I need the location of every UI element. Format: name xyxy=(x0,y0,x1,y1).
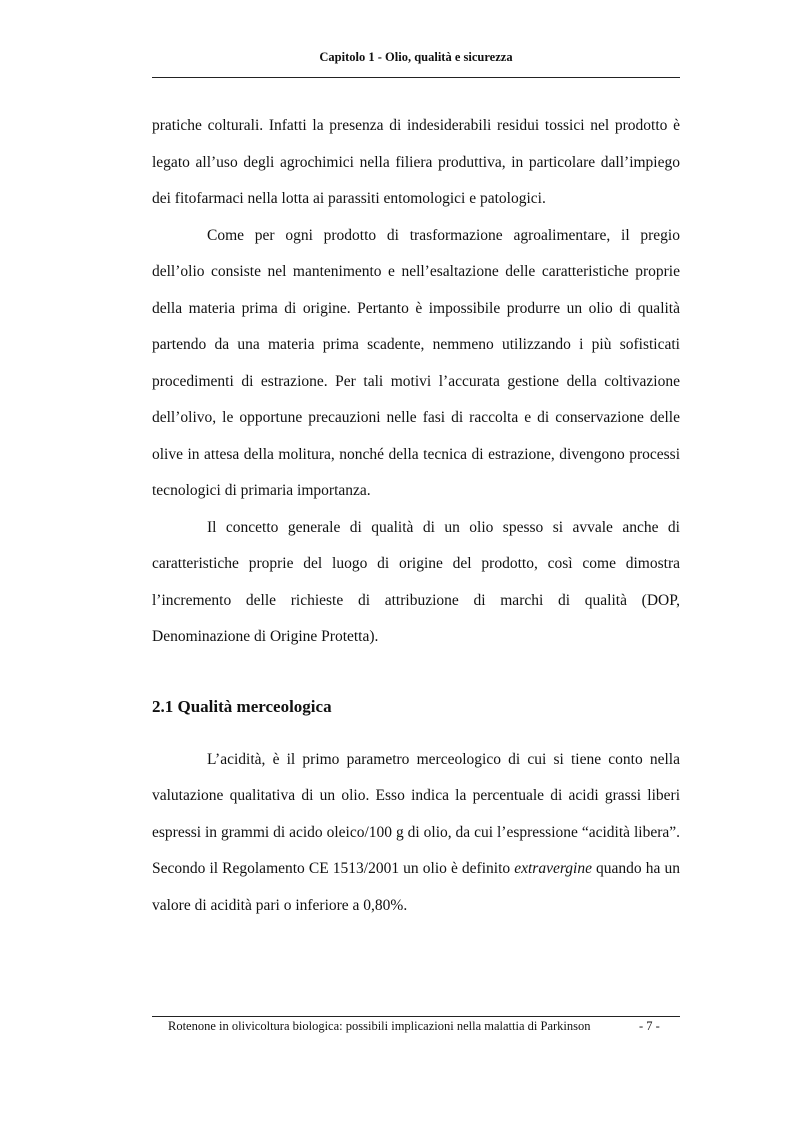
body-text xyxy=(152,108,680,924)
paragraph-4 xyxy=(152,742,680,925)
emphasis-extravergine: extravergine xyxy=(514,860,592,877)
paragraph-4-text: L’acidità, è il primo parametro merceologico di cui si tiene conto nella valutazione qualitativa di un olio. Esso indica la percentuale di acidi grassi liberi espressi in grammi di acido oleico/100 g di olio, da cui l’espressione “acidità libera”. Secondo il Regolamento CE 1513/2001 un olio è definito xyxy=(152,750,680,877)
page-number: - 7 - xyxy=(639,1019,660,1033)
paragraph-1: pratiche colturali. Infatti la presenza di indesiderabili residui tossici nel prodotto è legato all’uso degli agrochimici nella filiera produttiva, in particolare dall’impiego dei fitofarmaci nella lotta ai parassiti entomologici e patologici. xyxy=(152,117,680,207)
paragraph-3: Il concetto generale di qualità di un olio spesso si avvale anche di caratteristiche proprie del luogo di origine del prodotto, così come dimostra l’incremento delle richieste di attribuzione di marchi di qualità (DOP, Denominazione di Origine Protetta). xyxy=(152,518,680,645)
paragraph-4-text-end: quando ha un valore di acidità pari o inferiore a 0,80%. xyxy=(152,860,680,914)
running-header: Capitolo 1 - Olio, qualità e sicurezza xyxy=(319,50,513,64)
footer-rule xyxy=(152,1016,680,1017)
section-heading: 2.1 Qualità merceologica xyxy=(152,696,332,716)
footer-title: Rotenone in olivicoltura biologica: possibili implicazioni nella malattia di Parkinson xyxy=(168,1019,591,1033)
paragraph-2: Come per ogni prodotto di trasformazione agroalimentare, il pregio dell’olio consiste nel mantenimento e nell’esaltazione delle caratteristiche proprie della materia prima di origine. Pertanto è impossibile produrre un olio di qualità partendo da una materia prima scadente, nemmeno utilizzando i più sofisticati procedimenti di estrazione. Per tali motivi l’accurata gestione della coltivazione dell’olivo, le opportune precauzioni nelle fasi di raccolta e di conservazione delle olive in attesa della molitura, nonché della tecnica di estrazione, divengono processi tecnologici di primaria importanza. xyxy=(152,226,680,499)
header-rule xyxy=(152,77,680,78)
